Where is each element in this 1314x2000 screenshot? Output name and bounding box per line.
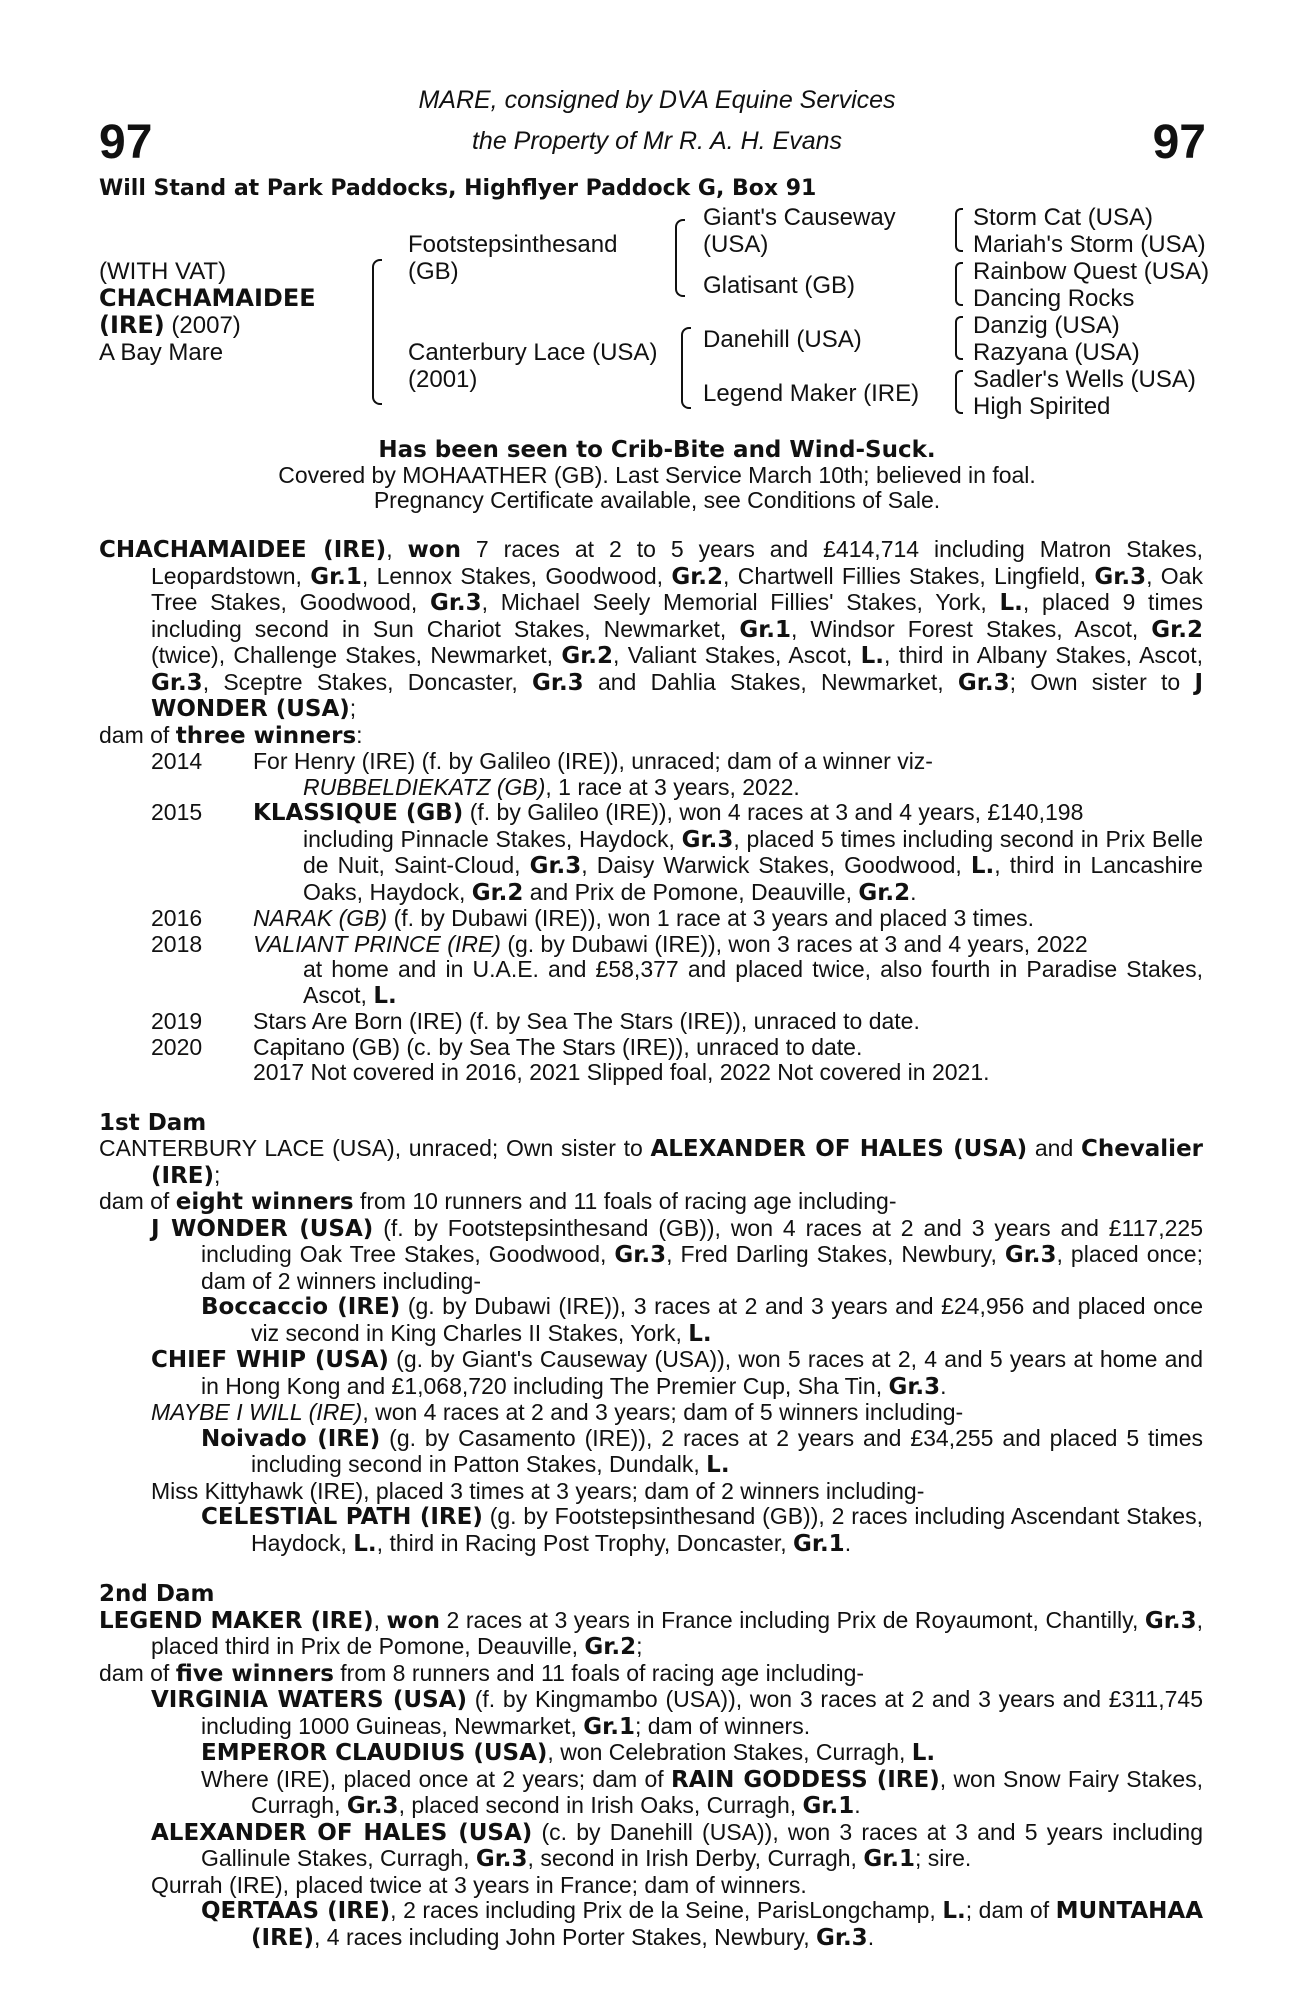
pedigree-bracket-g2 [955, 262, 963, 306]
first-dam-grandchild: Boccaccio (IRE) (g. by Dubawi (IRE)), 3 races at 2 and 3 years and £24,956 and placed once viz second in King Charles II Stakes, York, L. [201, 1293, 1203, 1347]
produce-text: Stars Are Born (IRE) (f. by Sea The Stars (IRE)), unraced to date. [253, 1008, 920, 1034]
second-dam-grandchild: Where (IRE), placed once at 2 years; dam of RAIN GODDESS (IRE), won Snow Fairy Stakes, Curragh, Gr.3, placed second in Irish Oaks, Curragh, Gr.1. [201, 1765, 1204, 1819]
great-grandparent: Danzig (USA) [973, 312, 1120, 339]
first-dam-runner: J WONDER (USA) (f. by Footstepsinthesand (GB)), won 4 races at 2 and 3 years and £117,225 including Oak Tree Stakes, Goodwood, Gr.3, Fred Darling Stakes, Newbury, Gr.3, placed once; dam of 2 winners including- [151, 1214, 1203, 1294]
catalogue-body [99, 537, 1203, 1951]
produce-year: 2018 [151, 930, 203, 957]
pedigree-bracket-dam [681, 327, 691, 409]
lot-number-left: 97 [99, 116, 153, 169]
first-dam-grandchild: CELESTIAL PATH (IRE) (g. by Footstepsinthesand (GB)), 2 races including Ascendant Stakes, Haydock, L., third in Racing Post Trophy, Doncaster, Gr.1. [201, 1503, 1203, 1557]
produce-text: For Henry (IRE) (f. by Galileo (IRE)), unraced; dam of a winner viz- RUBBELDIEKATZ (GB), 1 race at 3 years, 2022. [253, 748, 933, 800]
produce-text: VALIANT PRINCE (IRE) (g. by Dubawi (IRE)), won 3 races at 3 and 4 years, 2022 at home and in U.A.E. and £58,377 and placed twice, also fourth in Paradise Stakes, Ascot, L. [253, 930, 1203, 1009]
covered-note: Covered by MOHAATHER (GB). Last Service March 10th; believed in foal. [278, 462, 1036, 488]
produce-year: 2020 [151, 1033, 203, 1060]
second-dam-title: 2nd Dam [99, 1581, 215, 1607]
produce-row [99, 749, 1203, 800]
great-grandparent: Rainbow Quest (USA) [973, 258, 1210, 285]
produce-intro: dam of three winners: [99, 721, 363, 749]
cover-note: 2017 Not covered in 2016, 2021 Slipped foal, 2022 Not covered in 2021. [253, 1059, 990, 1085]
granddam-1: Glatisant (GB) [703, 272, 856, 299]
granddam-2: Legend Maker (IRE) [703, 380, 920, 407]
produce-text: NARAK (GB) (f. by Dubawi (IRE)), won 1 race at 3 years and placed 3 times. [253, 905, 1035, 931]
pedigree-bracket-main [372, 259, 382, 405]
stand-location: Will Stand at Park Paddocks, Highflyer Paddock G, Box 91 [99, 176, 817, 201]
vice-note: Has been seen to Crib-Bite and Wind-Suck. [378, 437, 936, 463]
great-grandparent: Dancing Rocks [973, 285, 1135, 312]
vat-label: (WITH VAT) [99, 258, 227, 285]
pedigree-bracket-g3 [955, 316, 963, 360]
second-dam-runner: VIRGINIA WATERS (USA) (f. by Kingmambo (USA)), won 3 races at 2 and 3 years and £311,745 including 1000 Guineas, Newmarket, Gr.1; dam of winners. [151, 1686, 1203, 1740]
first-dam-runner: Miss Kittyhawk (IRE), placed 3 times at 3 years; dam of 2 winners including- [151, 1477, 925, 1504]
great-grandparent: Sadler's Wells (USA) [973, 366, 1196, 393]
first-dam-title: 1st Dam [99, 1109, 207, 1136]
consignor-line: MARE, consigned by DVA Equine Services [418, 86, 896, 114]
produce-row [99, 1035, 1203, 1061]
first-dam-runner: CHIEF WHIP (USA) (g. by Giant's Causeway (USA)), won 5 races at 2, 4 and 5 years at home and in Hong Kong and £1,068,720 including The Premier Cup, Sha Tin, Gr.3. [151, 1346, 1203, 1400]
horse-country-year [99, 312, 241, 339]
first-dam-produce: dam of eight winners from 10 runners and 11 foals of racing age including- [99, 1188, 897, 1215]
property-line: the Property of Mr R. A. H. Evans [471, 127, 843, 155]
second-dam-produce: dam of five winners from 8 runners and 11 foals of racing age including- [99, 1659, 865, 1687]
horse-country: (IRE) [99, 311, 165, 339]
produce-year: 2015 [151, 799, 203, 825]
great-grandparent: Razyana (USA) [973, 339, 1140, 366]
second-dam-grandchild: EMPEROR CLAUDIUS (USA), won Celebration Stakes, Curragh, L. [201, 1739, 936, 1766]
great-grandparent: High Spirited [973, 393, 1111, 420]
second-dam-runner: Qurrah (IRE), placed twice at 3 years in France; dam of winners. [151, 1871, 807, 1898]
great-grandparent: Mariah's Storm (USA) [973, 231, 1206, 258]
first-dam-record: CANTERBURY LACE (USA), unraced; Own sister to ALEXANDER OF HALES (USA) and Chevalier (IRE); [99, 1135, 1204, 1189]
dam-year: (2001) [408, 366, 478, 393]
produce-row [99, 932, 1203, 1010]
horse-record: CHACHAMAIDEE (IRE), won 7 races at 2 to 5 years and £414,714 including Matron Stakes, Leopardstown, Gr.1, Lennox Stakes, Goodwood, Gr.2, Chartwell Fillies Stakes, Lingfield, Gr.3, Oak Tree Stakes, Goodwood, Gr.3, Michael Seely Memorial Fillies' Stakes, York, L., placed 9 times including second in Sun Chariot Stakes, Newmarket, Gr.1, Windsor Forest Stakes, Ascot, Gr.2 (twice), Challenge Stakes, Newmarket, Gr.2, Valiant Stakes, Ascot, L., third in Albany Stakes, Ascot, Gr.3, Sceptre Stakes, Doncaster, Gr.3 and Dahlia Stakes, Newmarket, Gr.3; Own sister to J WONDER (USA); [99, 536, 1204, 722]
grandsire-2: Danehill (USA) [703, 326, 862, 353]
produce-row [99, 906, 1203, 932]
horse-year: (2007) [171, 312, 241, 339]
sire-name: Footstepsinthesand [408, 231, 618, 258]
great-grandparent: Storm Cat (USA) [973, 204, 1154, 231]
second-dam-runner: ALEXANDER OF HALES (USA) (c. by Danehill (USA)), won 3 races at 3 and 5 years including Gallinule Stakes, Curragh, Gr.3, second in Irish Derby, Curragh, Gr.1; sire. [151, 1818, 1204, 1872]
first-dam-runner: MAYBE I WILL (IRE), won 4 races at 2 and 3 years; dam of 5 winners including- [151, 1399, 964, 1425]
lot-number-right: 97 [1152, 116, 1206, 169]
second-dam-grandchild: QERTAAS (IRE), 2 races including Prix de la Seine, ParisLongchamp, L.; dam of MUNTAHAA (IRE), 4 races including John Porter Stakes, Newbury, Gr.3. [201, 1897, 1203, 1951]
certificate-note: Pregnancy Certificate available, see Conditions of Sale. [373, 487, 941, 513]
first-dam-grandchild: Noivado (IRE) (g. by Casamento (IRE)), 2 races at 2 years and £34,255 and placed 5 times including second in Patton Stakes, Dundalk, L. [201, 1424, 1203, 1478]
horse-description: A Bay Mare [99, 339, 224, 366]
horse-name: CHACHAMAIDEE [99, 284, 316, 312]
sire-country: (GB) [408, 258, 459, 285]
pedigree-bracket-g4 [955, 370, 963, 414]
pedigree-bracket-sire [675, 219, 685, 297]
produce-row [99, 1009, 1203, 1035]
produce-text: KLASSIQUE (GB) (f. by Galileo (IRE)), won 4 races at 3 and 4 years, £140,198 including Pinnacle Stakes, Haydock, Gr.3, placed 5 times including second in Prix Belle de Nuit, Saint-Cloud, Gr.3, Daisy Warwick Stakes, Goodwood, L., third in Lancashire Oaks, Haydock, Gr.2 and Prix de Pomone, Deauville, Gr.2. [253, 799, 1204, 906]
grandsire-1-country: (USA) [703, 231, 769, 258]
grandsire-1: Giant's Causeway [703, 204, 896, 231]
produce-year: 2016 [151, 905, 203, 931]
produce-year: 2019 [151, 1008, 203, 1034]
dam-name: Canterbury Lace (USA) [408, 339, 658, 366]
pedigree-bracket-g1 [955, 208, 963, 252]
produce-row [99, 800, 1203, 906]
produce-text: Capitano (GB) (c. by Sea The Stars (IRE)), unraced to date. [253, 1033, 863, 1060]
second-dam-record: LEGEND MAKER (IRE), won 2 races at 3 years in France including Prix de Royaumont, Chantilly, Gr.3, placed third in Prix de Pomone, Deauville, Gr.2; [99, 1606, 1203, 1660]
produce-year: 2014 [151, 748, 203, 774]
